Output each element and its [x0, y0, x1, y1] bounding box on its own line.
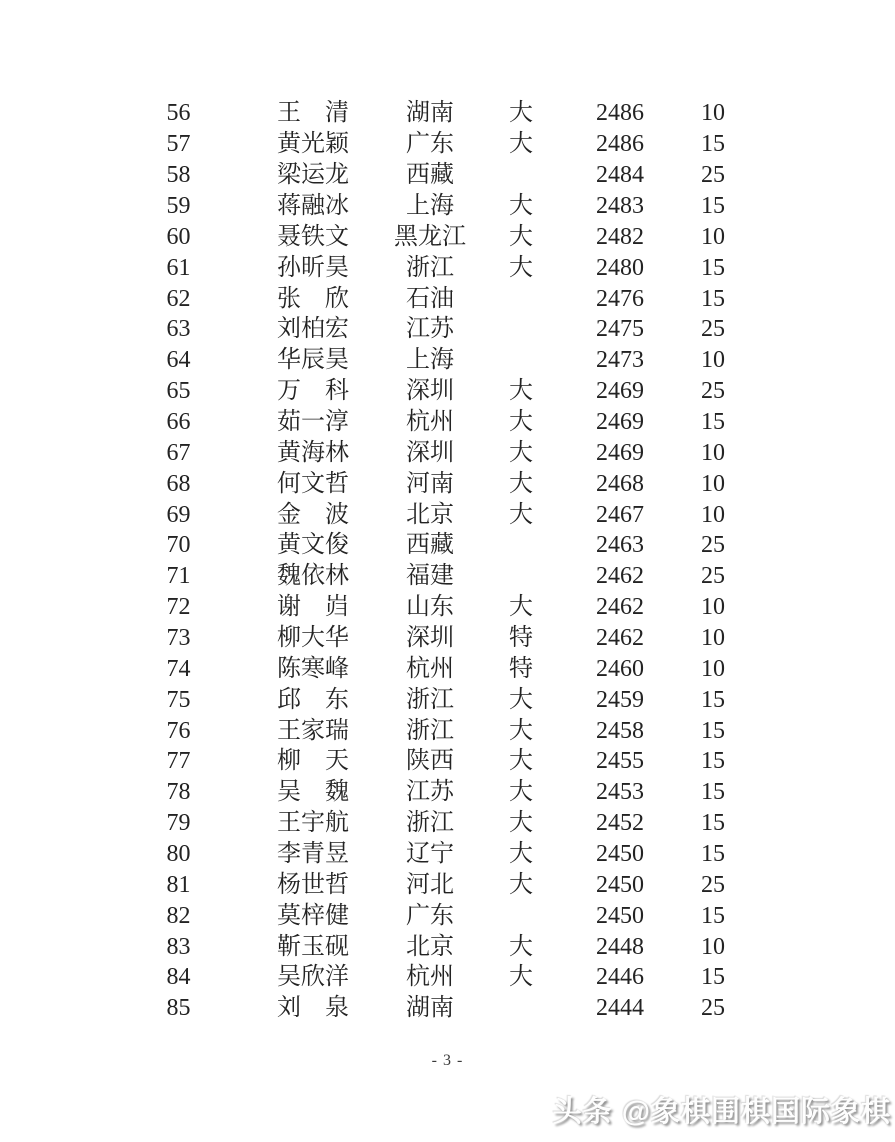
title-cell: 大: [509, 841, 533, 868]
k-value-cell: 25: [701, 378, 725, 405]
k-value-cell: 15: [701, 131, 725, 158]
region-cell: 湖南: [406, 995, 454, 1022]
player-name-cell: 梁运龙: [277, 162, 349, 189]
rank-cell: 85: [166, 995, 191, 1022]
table-row: [0, 869, 895, 900]
rank-cell: 79: [166, 810, 191, 837]
region-cell: 河北: [406, 871, 454, 898]
k-value-cell: 10: [701, 933, 725, 960]
region-cell: 江苏: [406, 316, 454, 343]
title-cell: 大: [509, 193, 533, 219]
region-cell: 杭州: [406, 964, 454, 991]
table-row: [0, 746, 895, 777]
rating-cell: 2467: [596, 501, 644, 528]
k-value-cell: 25: [701, 162, 725, 189]
rank-cell: 83: [166, 933, 191, 960]
table-row: [0, 839, 895, 870]
region-cell: 北京: [406, 933, 454, 960]
region-cell: 深圳: [406, 439, 454, 466]
k-value-cell: 25: [701, 871, 725, 898]
region-cell: 广东: [406, 902, 454, 929]
player-name-cell: 李青昱: [277, 841, 349, 868]
rating-cell: 2455: [596, 748, 644, 775]
k-value-cell: 15: [701, 841, 725, 868]
rank-cell: 59: [166, 193, 191, 219]
player-name-cell: 靳玉砚: [277, 933, 349, 960]
rating-cell: 2452: [596, 810, 644, 837]
table-row: [0, 777, 895, 808]
rank-cell: 67: [166, 439, 191, 466]
player-name-cell: 张 欣: [277, 285, 349, 312]
title-cell: 大: [509, 254, 533, 281]
player-name-cell: 万 科: [277, 378, 349, 405]
k-value-cell: 15: [701, 686, 725, 713]
rating-cell: 2486: [596, 131, 644, 158]
title-cell: 大: [509, 439, 533, 466]
player-name-cell: 聂铁文: [277, 223, 349, 250]
region-cell: 辽宁: [406, 841, 454, 868]
region-cell: 深圳: [406, 625, 454, 652]
rank-cell: 62: [166, 285, 191, 312]
k-value-cell: 10: [701, 594, 725, 621]
region-cell: 杭州: [406, 655, 454, 682]
table-row: [0, 407, 895, 438]
k-value-cell: 15: [701, 779, 725, 806]
table-row: [0, 283, 895, 314]
k-value-cell: 25: [701, 563, 725, 590]
rank-cell: 70: [166, 532, 191, 559]
table-row: [0, 129, 895, 160]
rating-cell: 2460: [596, 655, 644, 682]
rank-cell: 66: [166, 409, 191, 436]
table-row: [0, 98, 895, 129]
table-row: [0, 376, 895, 407]
rank-cell: 82: [166, 902, 191, 929]
region-cell: 深圳: [406, 378, 454, 405]
k-value-cell: 15: [701, 717, 725, 744]
table-row: [0, 715, 895, 746]
region-cell: 杭州: [406, 409, 454, 436]
page-number: - 3 -: [431, 1052, 464, 1069]
k-value-cell: 15: [701, 748, 725, 775]
rank-cell: 80: [166, 841, 191, 868]
region-cell: 北京: [406, 501, 454, 528]
player-name-cell: 黄海林: [277, 439, 349, 466]
player-name-cell: 吴 魏: [277, 779, 349, 806]
k-value-cell: 15: [701, 902, 725, 929]
title-cell: 大: [509, 501, 533, 528]
rank-cell: 75: [166, 686, 191, 713]
table-row: [0, 160, 895, 191]
rank-cell: 60: [166, 223, 191, 250]
rating-cell: 2462: [596, 625, 644, 652]
rank-cell: 81: [166, 871, 191, 898]
rating-cell: 2482: [596, 223, 644, 250]
rating-cell: 2483: [596, 193, 644, 219]
player-name-cell: 吴欣洋: [277, 964, 349, 991]
title-cell: 大: [509, 594, 533, 621]
player-name-cell: 何文哲: [277, 470, 349, 497]
k-value-cell: 10: [701, 223, 725, 250]
region-cell: 广东: [406, 131, 454, 158]
rank-cell: 73: [166, 625, 191, 652]
title-cell: 大: [509, 686, 533, 713]
rating-cell: 2450: [596, 841, 644, 868]
rank-cell: 69: [166, 501, 191, 528]
region-cell: 浙江: [406, 686, 454, 713]
player-name-cell: 刘柏宏: [277, 316, 349, 343]
region-cell: 江苏: [406, 779, 454, 806]
region-cell: 上海: [406, 347, 454, 374]
title-cell: 大: [509, 223, 533, 250]
rank-cell: 57: [166, 131, 191, 158]
rank-cell: 61: [166, 254, 191, 281]
k-value-cell: 25: [701, 995, 725, 1022]
rating-cell: 2469: [596, 409, 644, 436]
player-name-cell: 黄光颖: [277, 131, 349, 158]
rank-cell: 76: [166, 717, 191, 744]
rating-cell: 2458: [596, 717, 644, 744]
rank-cell: 65: [166, 378, 191, 405]
table-row: [0, 530, 895, 561]
k-value-cell: 10: [701, 655, 725, 682]
k-value-cell: 25: [701, 316, 725, 343]
rating-cell: 2475: [596, 316, 644, 343]
rank-cell: 63: [166, 316, 191, 343]
k-value-cell: 10: [701, 100, 725, 127]
rank-cell: 71: [166, 563, 191, 590]
table-row: [0, 993, 895, 1024]
region-cell: 湖南: [406, 100, 454, 127]
player-name-cell: 莫梓健: [277, 902, 349, 929]
region-cell: 上海: [406, 193, 454, 219]
table-row: [0, 314, 895, 345]
player-name-cell: 孙昕昊: [277, 254, 349, 281]
title-cell: 大: [509, 933, 533, 960]
rating-cell: 2448: [596, 933, 644, 960]
player-name-cell: 茹一淳: [277, 409, 349, 436]
title-cell: 大: [509, 100, 533, 127]
player-name-cell: 华辰昊: [277, 347, 349, 374]
table-row: [0, 221, 895, 252]
rank-cell: 56: [166, 100, 191, 127]
player-name-cell: 邱 东: [277, 686, 349, 713]
table-row: [0, 561, 895, 592]
player-name-cell: 柳 天: [277, 748, 349, 775]
player-name-cell: 金 波: [277, 501, 349, 528]
k-value-cell: 15: [701, 254, 725, 281]
region-cell: 浙江: [406, 810, 454, 837]
table-row: [0, 191, 895, 222]
player-name-cell: 蒋融冰: [277, 193, 349, 219]
rank-cell: 58: [166, 162, 191, 189]
title-cell: 大: [509, 964, 533, 991]
rating-cell: 2468: [596, 470, 644, 497]
region-cell: 石油: [406, 285, 454, 312]
region-cell: 黑龙江: [394, 223, 466, 250]
region-cell: 福建: [406, 563, 454, 590]
rating-cell: 2480: [596, 254, 644, 281]
table-row: [0, 592, 895, 623]
title-cell: 大: [509, 871, 533, 898]
rating-cell: 2462: [596, 594, 644, 621]
k-value-cell: 15: [701, 964, 725, 991]
table-row: [0, 623, 895, 654]
toutiao-watermark: 头条 @象棋围棋国际象棋: [552, 1096, 891, 1128]
rating-cell: 2484: [596, 162, 644, 189]
rank-cell: 64: [166, 347, 191, 374]
k-value-cell: 10: [701, 501, 725, 528]
table-row: [0, 962, 895, 993]
player-name-cell: 魏依林: [277, 563, 349, 590]
k-value-cell: 10: [701, 625, 725, 652]
region-cell: 浙江: [406, 717, 454, 744]
player-name-cell: 王 清: [277, 100, 349, 127]
table-row: [0, 931, 895, 962]
rank-cell: 74: [166, 655, 191, 682]
rank-cell: 77: [166, 748, 191, 775]
title-cell: 特: [509, 625, 533, 652]
player-name-cell: 黄文俊: [277, 532, 349, 559]
rating-cell: 2469: [596, 439, 644, 466]
title-cell: 大: [509, 409, 533, 436]
k-value-cell: 25: [701, 532, 725, 559]
player-name-cell: 刘 泉: [277, 995, 349, 1022]
player-name-cell: 柳大华: [277, 625, 349, 652]
table-row: [0, 684, 895, 715]
player-name-cell: 杨世哲: [277, 871, 349, 898]
rating-cell: 2476: [596, 285, 644, 312]
table-row: [0, 653, 895, 684]
k-value-cell: 15: [701, 285, 725, 312]
rating-cell: 2486: [596, 100, 644, 127]
k-value-cell: 15: [701, 193, 725, 219]
rank-cell: 68: [166, 470, 191, 497]
region-cell: 山东: [406, 594, 454, 621]
table-row: [0, 252, 895, 283]
title-cell: 大: [509, 810, 533, 837]
ranking-table: [0, 98, 895, 1024]
rating-cell: 2463: [596, 532, 644, 559]
region-cell: 西藏: [406, 532, 454, 559]
player-name-cell: 陈寒峰: [277, 655, 349, 682]
rating-cell: 2459: [596, 686, 644, 713]
region-cell: 浙江: [406, 254, 454, 281]
k-value-cell: 10: [701, 470, 725, 497]
k-value-cell: 15: [701, 409, 725, 436]
k-value-cell: 10: [701, 439, 725, 466]
title-cell: 大: [509, 779, 533, 806]
rating-cell: 2473: [596, 347, 644, 374]
rating-cell: 2450: [596, 871, 644, 898]
rank-cell: 78: [166, 779, 191, 806]
table-row: [0, 900, 895, 931]
k-value-cell: 15: [701, 810, 725, 837]
table-row: [0, 499, 895, 530]
title-cell: 大: [509, 748, 533, 775]
rating-cell: 2444: [596, 995, 644, 1022]
rating-cell: 2469: [596, 378, 644, 405]
player-name-cell: 王家瑞: [277, 717, 349, 744]
rating-cell: 2462: [596, 563, 644, 590]
player-name-cell: 谢 岿: [277, 594, 349, 621]
region-cell: 陕西: [406, 748, 454, 775]
rating-cell: 2453: [596, 779, 644, 806]
title-cell: 特: [509, 655, 533, 682]
table-row: [0, 808, 895, 839]
player-name-cell: 王宇航: [277, 810, 349, 837]
k-value-cell: 10: [701, 347, 725, 374]
rating-cell: 2450: [596, 902, 644, 929]
rank-cell: 72: [166, 594, 191, 621]
region-cell: 河南: [406, 470, 454, 497]
title-cell: 大: [509, 470, 533, 497]
rating-cell: 2446: [596, 964, 644, 991]
table-row: [0, 345, 895, 376]
title-cell: 大: [509, 717, 533, 744]
table-row: [0, 468, 895, 499]
title-cell: 大: [509, 378, 533, 405]
table-row: [0, 437, 895, 468]
title-cell: 大: [509, 131, 533, 158]
region-cell: 西藏: [406, 162, 454, 189]
rank-cell: 84: [166, 964, 191, 991]
